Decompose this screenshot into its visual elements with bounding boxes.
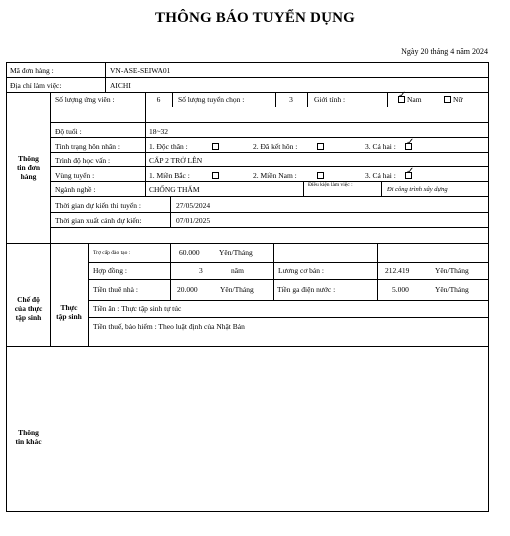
region-opt3-label: 3. Cả hai :	[365, 171, 396, 180]
utilities-label: Tiền ga điện nước :	[277, 285, 336, 294]
marital-opt2-checkbox[interactable]	[317, 143, 324, 150]
rent-unit: Yên/Tháng	[220, 285, 254, 294]
utilities-unit: Yên/Tháng	[435, 285, 469, 294]
recruitment-form	[6, 62, 489, 512]
gender-female-checkbox[interactable]	[444, 96, 451, 103]
region-opt1-checkbox[interactable]	[212, 172, 219, 179]
rent-value: 20.000	[177, 285, 198, 294]
departure-date-label: Thời gian xuất cảnh dự kiến:	[55, 216, 142, 225]
contract-value: 3	[199, 266, 203, 275]
selected-label: Số lượng tuyển chọn :	[178, 95, 245, 104]
rent-label: Tiền thuê nhà :	[93, 285, 138, 294]
order-code-value: VN-ASE-SEIWA01	[110, 66, 171, 75]
order-code-label: Mã đơn hàng :	[10, 66, 54, 75]
region-opt1-label: 1. Miền Bắc :	[149, 171, 190, 180]
work-condition-value: Đi công trình xây dựng	[387, 186, 448, 193]
marital-opt2-label: 2. Đã kết hôn :	[253, 142, 298, 151]
work-condition-label: Điều kiện làm việc :	[308, 182, 353, 188]
selected-value: 3	[289, 95, 293, 104]
base-salary-label: Lương cơ bản :	[278, 266, 324, 275]
gender-label: Giới tính :	[314, 95, 346, 104]
order-info-section-title: Thông tin đơn hàng	[16, 154, 41, 181]
region-label: Vùng tuyển :	[55, 171, 95, 180]
applicants-value: 6	[156, 95, 161, 104]
tax-insurance-text: Tiền thuế, bảo hiểm : Theo luật định của Nhật Bản	[93, 322, 245, 331]
industry-value: CHỐNG THẤM	[149, 185, 200, 194]
base-salary-unit: Yên/Tháng	[435, 266, 469, 275]
training-allowance-value: 60.000	[179, 248, 200, 257]
age-label: Độ tuổi :	[55, 127, 82, 136]
gender-male-label: Nam	[407, 95, 422, 104]
base-salary-value: 212.419	[385, 266, 410, 275]
gender-female-label: Nữ	[453, 95, 463, 104]
trainee-regime-section-title: Chế độ của thực tập sinh	[14, 295, 43, 322]
applicants-label: Số lượng ứng viên :	[55, 95, 115, 104]
marital-opt1-label: 1. Độc thân :	[149, 142, 188, 151]
training-allowance-unit: Yên/Tháng	[219, 248, 253, 257]
check-icon: ✓	[406, 137, 415, 148]
departure-date-value: 07/01/2025	[176, 216, 211, 225]
contract-label: Hợp đồng :	[93, 266, 127, 275]
trainee-subsection-title: Thực tập sinh	[56, 303, 82, 321]
other-info-section-title: Thông tin khác	[15, 428, 42, 446]
region-opt2-label: 2. Miền Nam :	[253, 171, 297, 180]
check-icon: ✓	[406, 166, 415, 177]
age-value: 18~32	[149, 127, 169, 136]
meals-text: Tiền ăn : Thực tập sinh tự túc	[93, 304, 182, 313]
training-allowance-label: Trợ cấp đào tạo :	[93, 250, 131, 256]
page-title: THÔNG BÁO TUYỂN DỤNG	[155, 10, 355, 26]
check-icon: ✓	[398, 90, 407, 101]
industry-label: Ngành nghề :	[55, 185, 96, 194]
marital-opt3-label: 3. Cả hai :	[365, 142, 396, 151]
exam-date-label: Thời gian dự kiến thi tuyển :	[55, 201, 141, 210]
document-date: Ngày 20 tháng 4 năm 2024	[401, 47, 488, 56]
marital-label: Tình trạng hôn nhân :	[55, 142, 120, 151]
education-value: CẤP 2 TRỞ LÊN	[149, 156, 203, 165]
contract-unit: năm	[231, 266, 244, 275]
marital-opt1-checkbox[interactable]	[212, 143, 219, 150]
exam-date-value: 27/05/2024	[176, 201, 211, 210]
region-opt2-checkbox[interactable]	[317, 172, 324, 179]
location-value: AICHI	[110, 81, 131, 90]
utilities-value: 5.000	[392, 285, 409, 294]
location-label: Địa chỉ làm việc:	[10, 81, 62, 90]
education-label: Trình độ học vấn :	[55, 156, 111, 165]
